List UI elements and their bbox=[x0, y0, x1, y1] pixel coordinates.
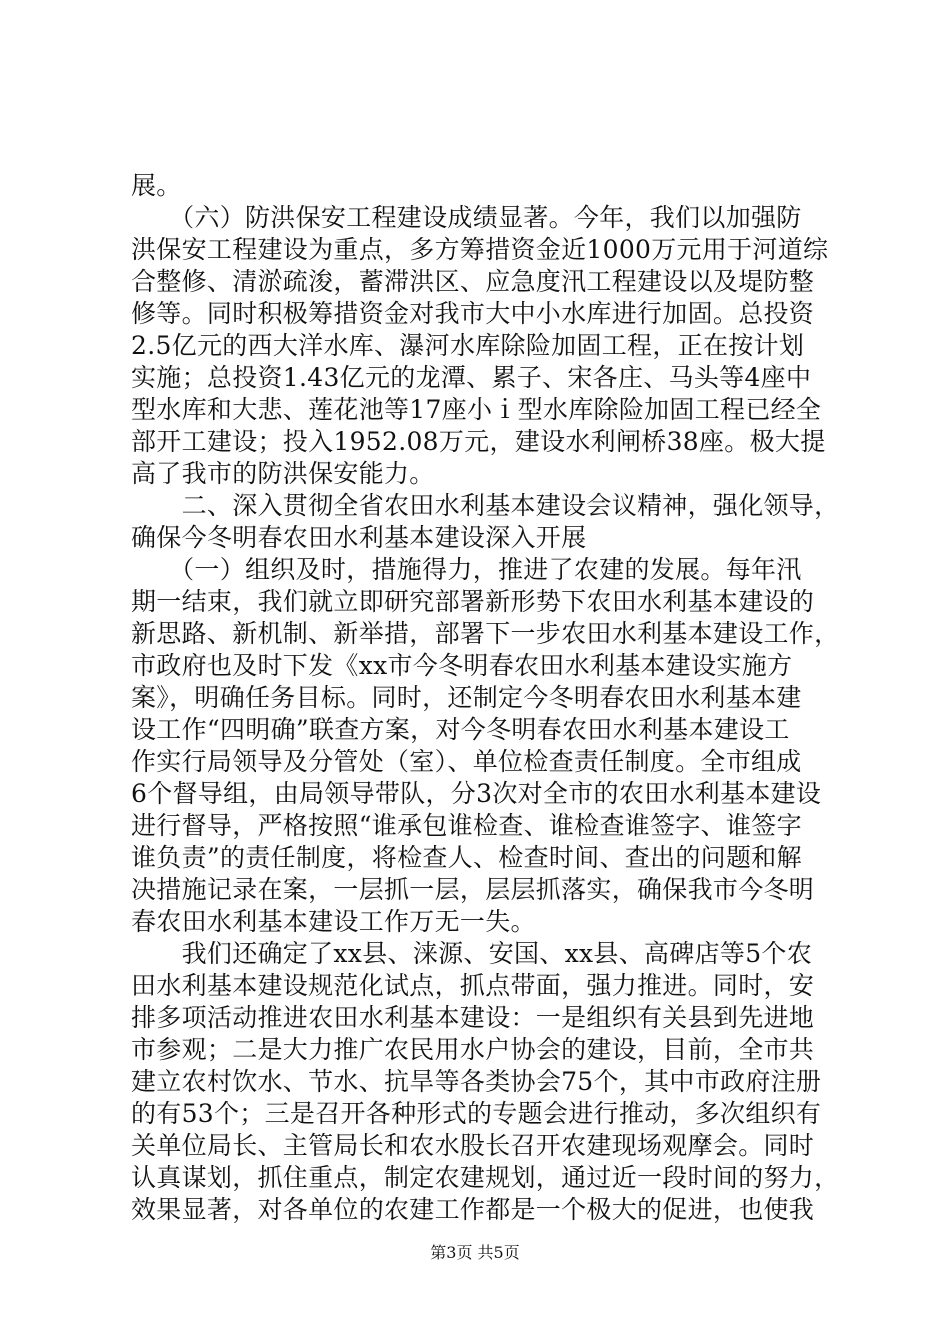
text-line: 洪保安工程建设为重点，多方筹措资金近1000万元用于河道综 bbox=[131, 235, 829, 264]
text-line: （六）防洪保安工程建设成绩显著。今年，我们以加强防 bbox=[131, 203, 802, 232]
document-body bbox=[131, 170, 840, 1226]
text-line: 高了我市的防洪保安能力。 bbox=[131, 459, 435, 488]
text-line: 市政府也及时下发《xx市今冬明春农田水利基本建设实施方 bbox=[131, 651, 793, 680]
text-line: 修等。同时积极筹措资金对我市大中小水库进行加固。总投资 bbox=[131, 299, 815, 328]
text-line: 期一结束，我们就立即研究部署新形势下农田水利基本建设的 bbox=[131, 587, 815, 616]
text-line: 6个督导组，由局领导带队，分3次对全市的农田水利基本建设 bbox=[131, 779, 822, 808]
text-line: 作实行局领导及分管处（室）、单位检查责任制度。全市组成 bbox=[131, 747, 802, 776]
text-line: 春农田水利基本建设工作万无一失。 bbox=[131, 907, 536, 936]
text-line: 部开工建设；投入1952.08万元，建设水利闸桥38座。极大提 bbox=[131, 427, 826, 456]
text-line: 关单位局长、主管局长和农水股长召开农建现场观摩会。同时 bbox=[131, 1131, 815, 1160]
text-line: 认真谋划，抓住重点，制定农建规划，通过近一段时间的努力， bbox=[131, 1163, 840, 1192]
text-line: 确保今冬明春农田水利基本建设深入开展 bbox=[131, 523, 587, 552]
text-line: 型水库和大悲、莲花池等17座小ｉ型水库除险加固工程已经全 bbox=[131, 395, 822, 424]
page-footer bbox=[0, 1242, 950, 1264]
text-line: （一）组织及时，措施得力，推进了农建的发展。每年汛 bbox=[131, 555, 802, 584]
text-line: 案》，明确任务目标。同时，还制定今冬明春农田水利基本建 bbox=[131, 683, 802, 712]
text-line: 谁负责”的责任制度，将检查人、检查时间、查出的问题和解 bbox=[131, 843, 802, 872]
text-line: 展。 bbox=[131, 171, 182, 200]
text-line: 决措施记录在案，一层抓一层，层层抓落实，确保我市今冬明 bbox=[131, 875, 815, 904]
text-line: 田水利基本建设规范化试点，抓点带面，强力推进。同时，安 bbox=[131, 971, 815, 1000]
text-line: 进行督导，严格按照“谁承包谁检查、谁检查谁签字、谁签字 bbox=[131, 811, 802, 840]
text-line: 的有53个；三是召开各种形式的专题会进行推动，多次组织有 bbox=[131, 1099, 822, 1128]
text-line: 实施；总投资1.43亿元的龙潭、累子、宋各庄、马头等4座中 bbox=[131, 363, 812, 392]
text-line: 排多项活动推进农田水利基本建设：一是组织有关县到先进地 bbox=[131, 1003, 815, 1032]
page-number-label: 第3页 共5页 bbox=[430, 1243, 520, 1262]
text-line: 效果显著，对各单位的农建工作都是一个极大的促进，也使我 bbox=[131, 1195, 815, 1224]
text-line: 2.5亿元的西大洋水库、瀑河水库除险加固工程，正在按计划 bbox=[131, 331, 805, 360]
text-line: 新思路、新机制、新举措，部署下一步农田水利基本建设工作， bbox=[131, 619, 840, 648]
text-line: 设工作“四明确”联查方案，对今冬明春农田水利基本建设工 bbox=[131, 715, 790, 744]
text-line: 建立农村饮水、节水、抗旱等各类协会75个，其中市政府注册 bbox=[131, 1067, 822, 1096]
text-line: 市参观；二是大力推广农民用水户协会的建设，目前，全市共 bbox=[131, 1035, 815, 1064]
text-line: 合整修、清淤疏浚，蓄滞洪区、应急度汛工程建设以及堤防整 bbox=[131, 267, 815, 296]
text-line: 我们还确定了xx县、涞源、安国、xx县、高碑店等5个农 bbox=[131, 939, 813, 968]
text-line: 二、深入贯彻全省农田水利基本建设会议精神，强化领导， bbox=[131, 491, 840, 520]
